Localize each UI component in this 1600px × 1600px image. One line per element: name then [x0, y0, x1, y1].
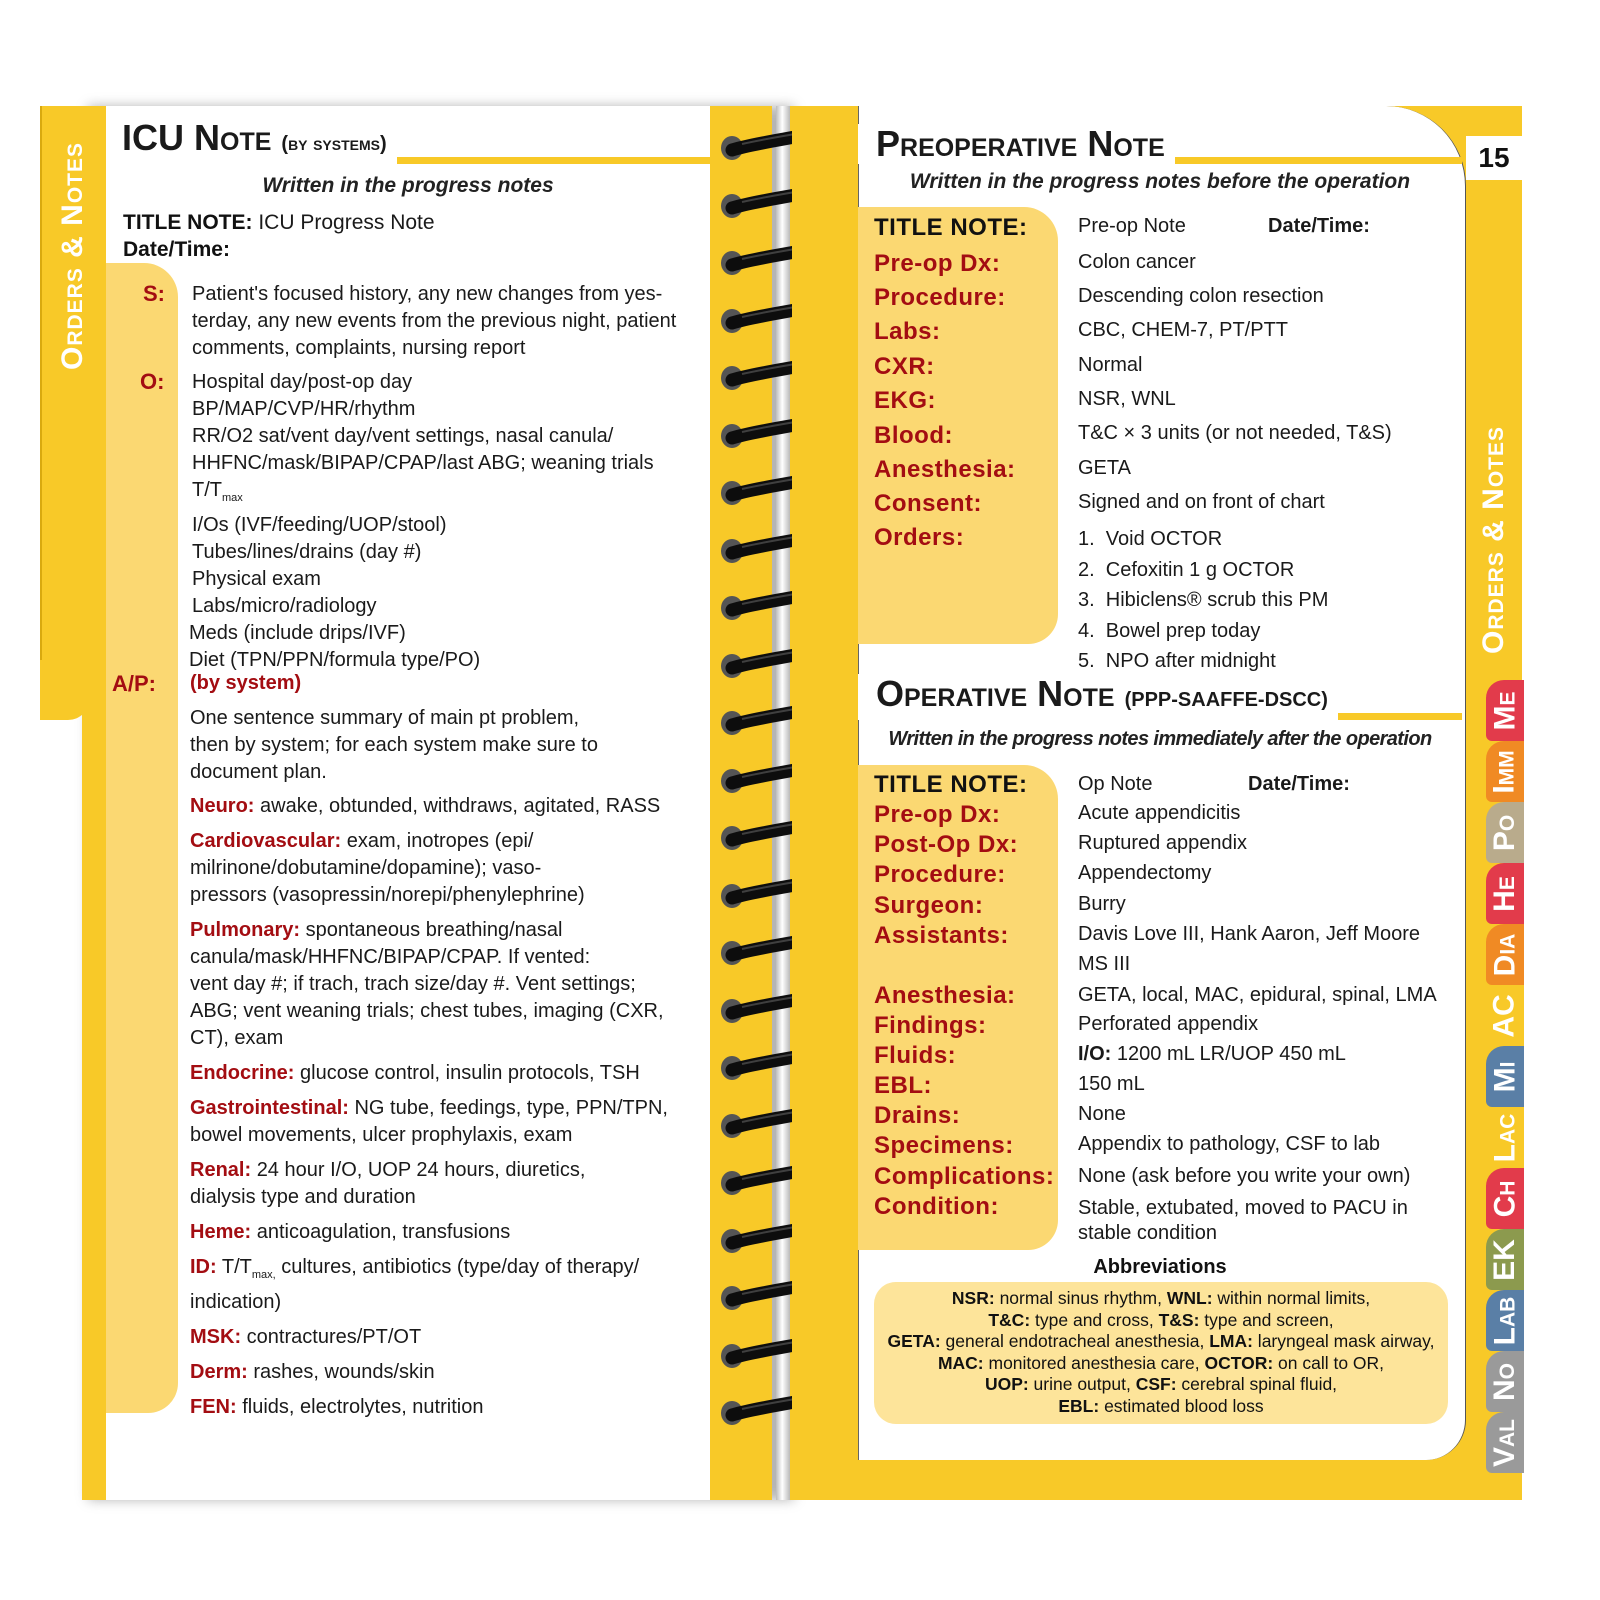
- system-cardiovascular: Cardiovascular: exam, inotropes (epi/ milrinone/dobutamine/dopamine); vaso- pressors (vasopressin/norepi/phenylephrine): [190, 830, 585, 906]
- preop-subtitle: Written in the progress notes before the operation: [909, 170, 1411, 193]
- op-title-note-label: TITLE NOTE:: [874, 771, 1028, 798]
- operative-subtitle: Written in the progress notes immediately after the operation: [888, 728, 1432, 750]
- operative-title: Operative Note (PPP-SAAFFE-DSCC): [858, 674, 1338, 720]
- field-label: Blood:: [874, 422, 953, 449]
- field-value: Burry: [1078, 893, 1126, 915]
- left-section-tab[interactable]: Orders & Notes: [56, 141, 89, 371]
- field-label: Surgeon:: [874, 892, 984, 919]
- field-value: GETA: [1078, 457, 1131, 479]
- order-item: 5. NPO after midnight: [1078, 650, 1276, 672]
- o-item: Hospital day/post-op day: [192, 371, 413, 393]
- preop-title-note-value: Pre-op Note: [1078, 215, 1186, 237]
- field-value: I/O: 1200 mL LR/UOP 450 mL: [1078, 1043, 1346, 1065]
- o-item: HHFNC/mask/BIPAP/CPAP/last ABG; weaning trials: [192, 452, 654, 474]
- edge-tab-ch[interactable]: Ch: [1486, 1168, 1524, 1229]
- edge-tab-mi[interactable]: Mi: [1486, 1046, 1524, 1107]
- op-title-note-value: Op Note: [1078, 773, 1153, 795]
- o-item: RR/O2 sat/vent day/vent settings, nasal canula/: [192, 425, 614, 447]
- o-item: Diet (TPN/PPN/formula type/PO): [189, 649, 481, 671]
- system-pulmonary: Pulmonary: spontaneous breathing/nasal canula/mask/HHFNC/BIPAP/CPAP. If vented: vent day #; if trach, trach size/day #. Vent settings; ABG; vent weaning trials; chest tubes, imaging (CXR, CT), exam: [190, 919, 664, 1049]
- field-value: NSR, WNL: [1078, 388, 1176, 410]
- operative-header: [858, 673, 1462, 720]
- system-derm: Derm: rashes, wounds/skin: [190, 1361, 435, 1383]
- icu-date-time-label: Date/Time:: [123, 238, 230, 261]
- s-label: S:: [143, 281, 165, 306]
- icu-note-header: [106, 117, 710, 164]
- order-item: 3. Hibiclens® scrub this PM: [1078, 589, 1329, 611]
- edge-tab-me[interactable]: Me: [1486, 680, 1524, 741]
- field-label: Specimens:: [874, 1132, 1014, 1159]
- field-value: CBC, CHEM-7, PT/PTT: [1078, 319, 1289, 341]
- field-value: Ruptured appendix: [1078, 832, 1248, 854]
- o-item: Tubes/lines/drains (day #): [192, 541, 422, 563]
- system-neuro: Neuro: awake, obtunded, withdraws, agitated, RASS: [190, 795, 661, 817]
- edge-tab-no[interactable]: No: [1486, 1351, 1524, 1412]
- o-label: O:: [140, 369, 165, 394]
- page-number: 15: [1466, 136, 1522, 180]
- field-label: Complications:: [874, 1163, 1055, 1190]
- preop-orders-list: [1078, 524, 1328, 677]
- o-item: I/Os (IVF/feeding/UOP/stool): [192, 514, 447, 536]
- edge-tab-po[interactable]: Po: [1486, 802, 1524, 863]
- field-label: Anesthesia:: [874, 456, 1016, 483]
- preop-title: Preoperative Note: [858, 124, 1175, 164]
- field-label: Assistants:: [874, 922, 1009, 949]
- field-label: Labs:: [874, 318, 941, 345]
- o-item: BP/MAP/CVP/HR/rhythm: [192, 398, 416, 420]
- edge-tab-ac[interactable]: AC: [1486, 985, 1524, 1046]
- edge-tab-imm[interactable]: Imm: [1486, 741, 1524, 802]
- system-fen: FEN: fluids, electrolytes, nutrition: [190, 1396, 484, 1418]
- field-label: CXR:: [874, 353, 935, 380]
- field-label: Findings:: [874, 1012, 987, 1039]
- abbreviations-title: Abbreviations: [1093, 1256, 1227, 1278]
- ap-label: A/P:: [112, 671, 156, 696]
- field-label: Post-Op Dx:: [874, 831, 1019, 858]
- system-msk: MSK: contractures/PT/OT: [190, 1326, 422, 1348]
- field-label: Orders:: [874, 524, 965, 551]
- field-value: Colon cancer: [1078, 251, 1196, 273]
- field-value: T&C × 3 units (or not needed, T&S): [1078, 422, 1392, 444]
- field-label: EKG:: [874, 387, 936, 414]
- o-item: $T/T_{max}$: [192, 479, 243, 504]
- edge-tab-he[interactable]: He: [1486, 863, 1524, 924]
- field-value: Normal: [1078, 354, 1143, 376]
- field-label: Consent:: [874, 490, 982, 517]
- op-date-time-label: Date/Time:: [1248, 773, 1350, 795]
- field-label: Pre-op Dx:: [874, 250, 1001, 277]
- field-label: EBL:: [874, 1072, 932, 1099]
- ap-intro: One sentence summary of main pt problem, then by system; for each system make sure to document plan.: [190, 707, 598, 783]
- o-list: [189, 369, 654, 674]
- o-item: Labs/micro/radiology: [192, 595, 377, 617]
- field-value: 150 mL: [1078, 1073, 1145, 1095]
- order-item: 1. Void OCTOR: [1078, 528, 1223, 550]
- soap-label-column: [106, 263, 178, 1413]
- system-heme: Heme: anticoagulation, transfusions: [190, 1221, 511, 1243]
- icu-note-title: ICU Note (by systems): [106, 118, 397, 164]
- icu-title-note: TITLE NOTE: ICU Progress Note: [123, 211, 435, 234]
- left-yellow-edge-lower: [82, 688, 106, 1500]
- field-value: Acute appendicitis: [1078, 802, 1241, 824]
- edge-tab-dia[interactable]: Dia: [1486, 924, 1524, 985]
- o-item: Meds (include drips/IVF): [189, 622, 406, 644]
- field-value: Appendectomy: [1078, 862, 1212, 884]
- system-gastrointestinal: Gastrointestinal: NG tube, feedings, type, PPN/TPN, bowel movements, ulcer prophylaxis, exam: [190, 1097, 668, 1146]
- preop-title-note-label: TITLE NOTE:: [874, 214, 1028, 241]
- order-item: 2. Cefoxitin 1 g OCTOR: [1078, 558, 1295, 581]
- field-value: GETA, local, MAC, epidural, spinal, LMA: [1078, 984, 1437, 1006]
- field-label: Fluids:: [874, 1042, 957, 1069]
- edge-tab-lac[interactable]: Lac: [1486, 1107, 1524, 1168]
- edge-tab-lab[interactable]: Lab: [1486, 1290, 1524, 1351]
- preop-date-time-label: Date/Time:: [1268, 215, 1370, 237]
- abbreviations-box: NSR: normal sinus rhythm, WNL: within normal limits, T&C: type and cross, T&S: type and screen, GETA: general endotracheal anesthesia, LMA: laryngeal mask airway, MAC: monitored anesthesia care, OCTOR: on call to OR, UOP: urine output, CSF: cerebral spinal fluid, EBL: estimated blood loss: [874, 1282, 1448, 1424]
- field-value: Signed and on front of chart: [1078, 491, 1325, 513]
- field-value: Perforated appendix: [1078, 1013, 1259, 1035]
- s-text: Patient's focused history, any new changes from yes- terday, any new events from the previous night, patient comments, complaints, nursing report: [192, 283, 677, 359]
- o-item: Physical exam: [192, 568, 321, 590]
- field-value: Stable, extubated, moved to PACU in: [1078, 1197, 1408, 1219]
- system-id: ID: $T/T_{max,}$ cultures, antibiotics (type/day of therapy/ indication): [190, 1256, 640, 1313]
- preop-header: [858, 124, 1462, 164]
- field-value: Appendix to pathology, CSF to lab: [1078, 1133, 1381, 1155]
- ap-heading: (by system): [190, 672, 302, 694]
- edge-tab-ek[interactable]: EK: [1486, 1229, 1524, 1290]
- field-value: None: [1078, 1103, 1126, 1125]
- field-value: Davis Love III, Hank Aaron, Jeff Moore: [1078, 923, 1421, 945]
- field-value: Descending colon resection: [1078, 285, 1324, 307]
- system-endocrine: Endocrine: glucose control, insulin protocols, TSH: [190, 1062, 640, 1084]
- edge-tab-val[interactable]: Val: [1486, 1412, 1524, 1473]
- right-section-tab[interactable]: Orders & Notes: [1477, 425, 1510, 655]
- system-renal: Renal: 24 hour I/O, UOP 24 hours, diuretics, dialysis type and duration: [190, 1159, 586, 1208]
- ap-systems: [190, 793, 700, 1421]
- field-label: Drains:: [874, 1102, 961, 1129]
- field-label: Procedure:: [874, 861, 1006, 888]
- field-label: Pre-op Dx:: [874, 801, 1001, 828]
- field-label: Procedure:: [874, 284, 1006, 311]
- icu-subtitle: Written in the progress notes: [262, 174, 554, 197]
- order-item: 4. Bowel prep today: [1078, 619, 1261, 642]
- field-value: stable condition: [1078, 1222, 1217, 1244]
- field-value: None (ask before you write your own): [1078, 1165, 1411, 1187]
- field-label: Condition:: [874, 1193, 999, 1220]
- field-label: Anesthesia:: [874, 982, 1016, 1009]
- field-value: MS III: [1078, 953, 1131, 975]
